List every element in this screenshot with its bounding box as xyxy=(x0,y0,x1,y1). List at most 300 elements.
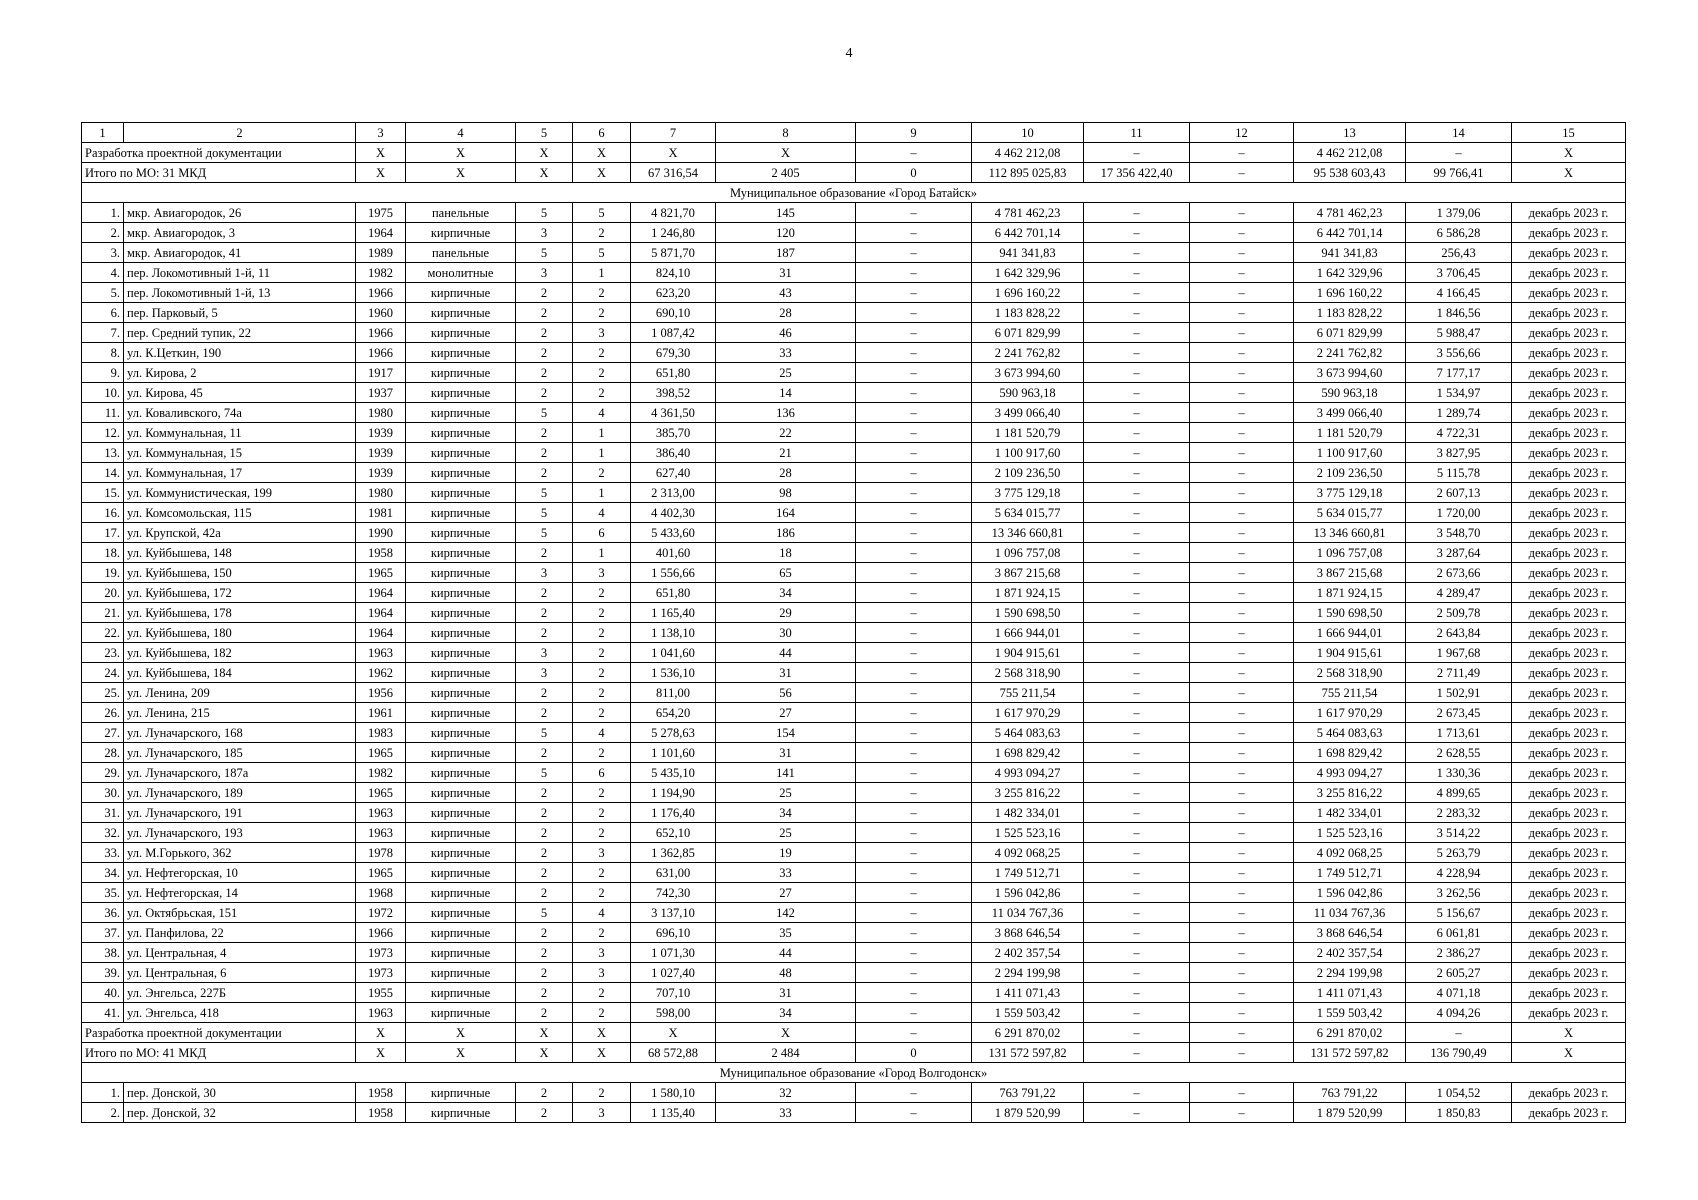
table-cell: 2. xyxy=(82,223,124,243)
table-cell: 33. xyxy=(82,843,124,863)
table-cell: 1 556,66 xyxy=(631,563,716,583)
table-row xyxy=(82,863,1626,883)
table-cell: 2 xyxy=(516,963,573,983)
table-cell: ул. Октябрьская, 151 xyxy=(124,903,356,923)
table-cell: 2 xyxy=(573,463,631,483)
table-cell: 2 673,45 xyxy=(1406,703,1512,723)
table-cell: – xyxy=(856,323,972,343)
table-cell: 386,40 xyxy=(631,443,716,463)
table-cell: 755 211,54 xyxy=(1294,683,1406,703)
table-cell: кирпичные xyxy=(406,563,516,583)
table-cell: 1 041,60 xyxy=(631,643,716,663)
table-cell: 4 289,47 xyxy=(1406,583,1512,603)
table-cell: – xyxy=(1084,743,1190,763)
table-cell: 2 711,49 xyxy=(1406,663,1512,683)
table-cell: кирпичные xyxy=(406,783,516,803)
table-cell: 164 xyxy=(716,503,856,523)
table-cell: – xyxy=(856,823,972,843)
table-cell: 6 xyxy=(573,763,631,783)
table-cell: 9. xyxy=(82,363,124,383)
table-row xyxy=(82,603,1626,623)
table-cell: 1972 xyxy=(356,903,406,923)
table-cell: 5 634 015,77 xyxy=(972,503,1084,523)
table-cell: – xyxy=(1084,1003,1190,1023)
summary-cell: X xyxy=(1512,1023,1626,1043)
table-row xyxy=(82,723,1626,743)
summary-cell: 112 895 025,83 xyxy=(972,163,1084,183)
table-cell: – xyxy=(1190,483,1294,503)
table-cell: 1 666 944,01 xyxy=(972,623,1084,643)
table-cell: 32 xyxy=(716,1083,856,1103)
table-cell: 1958 xyxy=(356,543,406,563)
summary-cell: – xyxy=(1190,1023,1294,1043)
table-cell: 27 xyxy=(716,703,856,723)
table-cell: декабрь 2023 г. xyxy=(1512,743,1626,763)
table-cell: 5 278,63 xyxy=(631,723,716,743)
table-cell: 2 xyxy=(573,283,631,303)
table-cell: – xyxy=(1084,723,1190,743)
table-cell: 1962 xyxy=(356,663,406,683)
table-cell: 1955 xyxy=(356,983,406,1003)
table-cell: ул. Нефтегорская, 14 xyxy=(124,883,356,903)
table-cell: ул. Энгельса, 418 xyxy=(124,1003,356,1023)
table-cell: 4 xyxy=(573,403,631,423)
table-cell: 2 241 762,82 xyxy=(972,343,1084,363)
column-number-header: 1 xyxy=(82,123,124,143)
table-cell: 11 034 767,36 xyxy=(1294,903,1406,923)
table-cell: 7 177,17 xyxy=(1406,363,1512,383)
table-cell: – xyxy=(1190,263,1294,283)
table-cell: декабрь 2023 г. xyxy=(1512,703,1626,723)
table-cell: – xyxy=(856,923,972,943)
table-cell: 1966 xyxy=(356,343,406,363)
table-cell: 1 379,06 xyxy=(1406,203,1512,223)
table-cell: 5 435,10 xyxy=(631,763,716,783)
summary-row xyxy=(82,1043,1626,1063)
table-cell: 1 411 071,43 xyxy=(972,983,1084,1003)
table-cell: 13 346 660,81 xyxy=(972,523,1084,543)
table-cell: 1963 xyxy=(356,1003,406,1023)
table-cell: – xyxy=(856,243,972,263)
table-cell: 2 xyxy=(516,683,573,703)
table-cell: 2 xyxy=(516,923,573,943)
summary-cell: X xyxy=(356,143,406,163)
table-cell: 1964 xyxy=(356,623,406,643)
table-cell: – xyxy=(1084,703,1190,723)
summary-cell: – xyxy=(1190,1043,1294,1063)
table-cell: 2 xyxy=(573,1003,631,1023)
summary-cell: X xyxy=(573,1043,631,1063)
table-cell: – xyxy=(1190,943,1294,963)
table-cell: 15. xyxy=(82,483,124,503)
table-cell: 3 xyxy=(573,943,631,963)
table-cell: 1 850,83 xyxy=(1406,1103,1512,1123)
table-cell: кирпичные xyxy=(406,983,516,1003)
summary-cell: X xyxy=(516,1023,573,1043)
table-cell: 1 246,80 xyxy=(631,223,716,243)
table-cell: 98 xyxy=(716,483,856,503)
table-cell: 1 642 329,96 xyxy=(972,263,1084,283)
table-cell: – xyxy=(856,883,972,903)
summary-cell: X xyxy=(406,143,516,163)
table-row xyxy=(82,423,1626,443)
table-cell: кирпичные xyxy=(406,343,516,363)
table-cell: 5 xyxy=(573,203,631,223)
table-cell: – xyxy=(1190,463,1294,483)
table-cell: 3. xyxy=(82,243,124,263)
table-cell: 31 xyxy=(716,983,856,1003)
table-cell: 1 904 915,61 xyxy=(1294,643,1406,663)
table-cell: 4 361,50 xyxy=(631,403,716,423)
table-cell: – xyxy=(1084,803,1190,823)
table-row xyxy=(82,983,1626,1003)
table-cell: – xyxy=(1084,323,1190,343)
column-number-header: 13 xyxy=(1294,123,1406,143)
table-cell: 65 xyxy=(716,563,856,583)
table-cell: 1 617 970,29 xyxy=(1294,703,1406,723)
table-cell: – xyxy=(1190,903,1294,923)
table-cell: 4 092 068,25 xyxy=(1294,843,1406,863)
table-cell: 2 xyxy=(516,1103,573,1123)
table-cell: 5 871,70 xyxy=(631,243,716,263)
table-cell: декабрь 2023 г. xyxy=(1512,1083,1626,1103)
table-cell: 1 330,36 xyxy=(1406,763,1512,783)
table-cell: – xyxy=(856,623,972,643)
table-cell: 623,20 xyxy=(631,283,716,303)
table-cell: – xyxy=(856,683,972,703)
table-cell: 401,60 xyxy=(631,543,716,563)
table-cell: ул. Комсомольская, 115 xyxy=(124,503,356,523)
table-row xyxy=(82,583,1626,603)
table-cell: 31 xyxy=(716,263,856,283)
table-cell: – xyxy=(1190,723,1294,743)
summary-cell: X xyxy=(516,163,573,183)
table-cell: – xyxy=(1190,803,1294,823)
table-cell: 3 xyxy=(516,643,573,663)
table-cell: кирпичные xyxy=(406,803,516,823)
table-cell: 941 341,83 xyxy=(1294,243,1406,263)
table-cell: 10. xyxy=(82,383,124,403)
table-cell: 811,00 xyxy=(631,683,716,703)
summary-cell: 6 291 870,02 xyxy=(1294,1023,1406,1043)
table-cell: ул. Куйбышева, 180 xyxy=(124,623,356,643)
table-cell: ул. Кирова, 45 xyxy=(124,383,356,403)
table-cell: 1 696 160,22 xyxy=(1294,283,1406,303)
table-cell: декабрь 2023 г. xyxy=(1512,683,1626,703)
table-cell: 3 xyxy=(573,1103,631,1123)
table-cell: 707,10 xyxy=(631,983,716,1003)
table-cell: 2 xyxy=(573,383,631,403)
table-cell: ул. Куйбышева, 148 xyxy=(124,543,356,563)
table-cell: 40. xyxy=(82,983,124,1003)
summary-cell: X xyxy=(573,143,631,163)
table-cell: 44 xyxy=(716,643,856,663)
table-cell: 14. xyxy=(82,463,124,483)
table-cell: 1 713,61 xyxy=(1406,723,1512,743)
table-cell: 4 xyxy=(573,503,631,523)
table-cell: 18 xyxy=(716,543,856,563)
table-cell: 142 xyxy=(716,903,856,923)
table-cell: 4 781 462,23 xyxy=(1294,203,1406,223)
table-cell: 742,30 xyxy=(631,883,716,903)
table-cell: кирпичные xyxy=(406,323,516,343)
table-cell: 2 xyxy=(573,623,631,643)
table-cell: – xyxy=(1190,883,1294,903)
table-cell: 690,10 xyxy=(631,303,716,323)
table-cell: декабрь 2023 г. xyxy=(1512,263,1626,283)
summary-cell: X xyxy=(1512,143,1626,163)
summary-cell: X xyxy=(516,1043,573,1063)
table-cell: 24. xyxy=(82,663,124,683)
table-cell: 1 362,85 xyxy=(631,843,716,863)
table-cell: 39. xyxy=(82,963,124,983)
table-cell: 1 879 520,99 xyxy=(1294,1103,1406,1123)
table-row xyxy=(82,683,1626,703)
table-cell: 4 092 068,25 xyxy=(972,843,1084,863)
table-cell: 2 xyxy=(573,363,631,383)
summary-cell: 4 462 212,08 xyxy=(972,143,1084,163)
table-cell: 2 509,78 xyxy=(1406,603,1512,623)
table-cell: 27 xyxy=(716,883,856,903)
table-cell: – xyxy=(856,703,972,723)
table-cell: 2 386,27 xyxy=(1406,943,1512,963)
table-cell: кирпичные xyxy=(406,483,516,503)
table-cell: – xyxy=(856,203,972,223)
table-cell: – xyxy=(856,1003,972,1023)
section-title-row xyxy=(82,183,1626,203)
table-cell: 2 xyxy=(516,583,573,603)
table-cell: ул. М.Горького, 362 xyxy=(124,843,356,863)
table-cell: 1 165,40 xyxy=(631,603,716,623)
table-cell: кирпичные xyxy=(406,363,516,383)
table-cell: 18. xyxy=(82,543,124,563)
table-cell: 1961 xyxy=(356,703,406,723)
table-cell: кирпичные xyxy=(406,823,516,843)
table-cell: кирпичные xyxy=(406,603,516,623)
table-cell: 1 xyxy=(573,423,631,443)
table-cell: 136 xyxy=(716,403,856,423)
table-cell: 44 xyxy=(716,943,856,963)
table-cell: 1989 xyxy=(356,243,406,263)
table-cell: – xyxy=(856,363,972,383)
table-cell: 5 634 015,77 xyxy=(1294,503,1406,523)
table-cell: – xyxy=(1084,203,1190,223)
summary-cell: X xyxy=(406,1023,516,1043)
table-cell: 31 xyxy=(716,663,856,683)
summary-cell: 136 790,49 xyxy=(1406,1043,1512,1063)
table-cell: 3 255 816,22 xyxy=(972,783,1084,803)
table-cell: – xyxy=(1190,983,1294,1003)
table-cell: – xyxy=(1084,623,1190,643)
table-cell: 1973 xyxy=(356,943,406,963)
table-cell: 5 988,47 xyxy=(1406,323,1512,343)
table-cell: 1966 xyxy=(356,283,406,303)
table-cell: 4 402,30 xyxy=(631,503,716,523)
summary-row xyxy=(82,163,1626,183)
summary-cell: – xyxy=(1084,1023,1190,1043)
table-cell: 1 904 915,61 xyxy=(972,643,1084,663)
table-cell: декабрь 2023 г. xyxy=(1512,943,1626,963)
table-cell: 1 411 071,43 xyxy=(1294,983,1406,1003)
table-cell: 1 xyxy=(573,263,631,283)
table-cell: декабрь 2023 г. xyxy=(1512,243,1626,263)
table-cell: 1 027,40 xyxy=(631,963,716,983)
table-cell: 3 499 066,40 xyxy=(1294,403,1406,423)
column-number-header: 9 xyxy=(856,123,972,143)
table-cell: 2 xyxy=(573,303,631,323)
table-cell: ул. Кирова, 2 xyxy=(124,363,356,383)
table-cell: панельные xyxy=(406,243,516,263)
table-cell: 4. xyxy=(82,263,124,283)
table-cell: – xyxy=(856,943,972,963)
table-cell: декабрь 2023 г. xyxy=(1512,763,1626,783)
table-cell: 35. xyxy=(82,883,124,903)
table-cell: ул. Коммунальная, 11 xyxy=(124,423,356,443)
table-row xyxy=(82,323,1626,343)
table-cell: 651,80 xyxy=(631,583,716,603)
table-cell: декабрь 2023 г. xyxy=(1512,903,1626,923)
table-cell: 3 775 129,18 xyxy=(1294,483,1406,503)
table-cell: 4 821,70 xyxy=(631,203,716,223)
table-cell: – xyxy=(1190,843,1294,863)
table-cell: 2 xyxy=(516,603,573,623)
table-cell: кирпичные xyxy=(406,643,516,663)
table-row xyxy=(82,743,1626,763)
column-number-header: 7 xyxy=(631,123,716,143)
table-cell: – xyxy=(1190,503,1294,523)
table-cell: – xyxy=(1190,363,1294,383)
table-cell: кирпичные xyxy=(406,923,516,943)
table-cell: декабрь 2023 г. xyxy=(1512,603,1626,623)
table-cell: 8. xyxy=(82,343,124,363)
table-cell: – xyxy=(1084,1103,1190,1123)
table-cell: ул. Куйбышева, 182 xyxy=(124,643,356,663)
table-cell: 1975 xyxy=(356,203,406,223)
summary-cell: X xyxy=(406,163,516,183)
table-cell: 1981 xyxy=(356,503,406,523)
table-row xyxy=(82,563,1626,583)
table-cell: 187 xyxy=(716,243,856,263)
table-cell: – xyxy=(1190,423,1294,443)
table-cell: – xyxy=(856,223,972,243)
table-cell: 37. xyxy=(82,923,124,943)
table-cell: 5 xyxy=(516,483,573,503)
table-cell: 2 294 199,98 xyxy=(972,963,1084,983)
table-cell: 186 xyxy=(716,523,856,543)
table-cell: кирпичные xyxy=(406,863,516,883)
section-title: Муниципальное образование «Город Батайск» xyxy=(82,183,1626,203)
table-cell: 1 871 924,15 xyxy=(972,583,1084,603)
table-cell: 1 698 829,42 xyxy=(972,743,1084,763)
table-cell: 2. xyxy=(82,1103,124,1123)
table-cell: 1982 xyxy=(356,763,406,783)
table-cell: 2 628,55 xyxy=(1406,743,1512,763)
table-cell: 2 xyxy=(516,303,573,323)
table-cell: пер. Парковый, 5 xyxy=(124,303,356,323)
table-cell: 3 868 646,54 xyxy=(972,923,1084,943)
table-cell: 3 xyxy=(573,323,631,343)
column-number-header: 10 xyxy=(972,123,1084,143)
table-row xyxy=(82,403,1626,423)
summary-row xyxy=(82,1023,1626,1043)
table-cell: кирпичные xyxy=(406,743,516,763)
table-cell: 763 791,22 xyxy=(972,1083,1084,1103)
table-cell: пер. Локомотивный 1-й, 11 xyxy=(124,263,356,283)
table-cell: – xyxy=(856,903,972,923)
table-cell: – xyxy=(1190,923,1294,943)
housing-repair-table xyxy=(81,122,1626,1123)
table-cell: декабрь 2023 г. xyxy=(1512,363,1626,383)
column-number-header: 15 xyxy=(1512,123,1626,143)
table-row xyxy=(82,443,1626,463)
table-cell: 34 xyxy=(716,803,856,823)
table-cell: декабрь 2023 г. xyxy=(1512,883,1626,903)
summary-cell: – xyxy=(1406,1023,1512,1043)
column-number-header: 2 xyxy=(124,123,356,143)
table-cell: 2 xyxy=(573,1083,631,1103)
table-cell: – xyxy=(1084,443,1190,463)
table-row xyxy=(82,963,1626,983)
table-cell: 2 xyxy=(573,683,631,703)
summary-cell: X xyxy=(573,163,631,183)
table-cell: 1 xyxy=(573,443,631,463)
table-cell: 1963 xyxy=(356,823,406,843)
table-cell: – xyxy=(856,503,972,523)
summary-cell: 68 572,88 xyxy=(631,1043,716,1063)
table-cell: – xyxy=(1084,763,1190,783)
table-cell: 5 xyxy=(516,763,573,783)
table-cell: – xyxy=(1190,763,1294,783)
table-row xyxy=(82,503,1626,523)
table-cell: – xyxy=(1084,263,1190,283)
table-cell: 1973 xyxy=(356,963,406,983)
table-cell: 38. xyxy=(82,943,124,963)
summary-cell: X xyxy=(716,1023,856,1043)
table-cell: 2 xyxy=(516,463,573,483)
table-cell: – xyxy=(856,843,972,863)
table-cell: – xyxy=(856,543,972,563)
table-cell: 34. xyxy=(82,863,124,883)
table-cell: 2 109 236,50 xyxy=(972,463,1084,483)
table-cell: – xyxy=(1084,303,1190,323)
table-cell: 6 071 829,99 xyxy=(1294,323,1406,343)
table-cell: декабрь 2023 г. xyxy=(1512,583,1626,603)
table-cell: 5 xyxy=(516,523,573,543)
table-cell: 2 xyxy=(573,603,631,623)
table-cell: – xyxy=(856,663,972,683)
table-cell: декабрь 2023 г. xyxy=(1512,343,1626,363)
table-cell: мкр. Авиагородок, 41 xyxy=(124,243,356,263)
table-cell: 1982 xyxy=(356,263,406,283)
table-cell: ул. Куйбышева, 172 xyxy=(124,583,356,603)
column-number-header: 11 xyxy=(1084,123,1190,143)
table-cell: 1980 xyxy=(356,403,406,423)
table-cell: 5 xyxy=(516,403,573,423)
table-cell: 1939 xyxy=(356,463,406,483)
table-cell: 1965 xyxy=(356,783,406,803)
table-cell: 46 xyxy=(716,323,856,343)
table-cell: – xyxy=(1190,603,1294,623)
summary-cell: X xyxy=(356,1023,406,1043)
table-cell: 2 xyxy=(573,743,631,763)
table-cell: кирпичные xyxy=(406,943,516,963)
table-row xyxy=(82,763,1626,783)
table-cell: 1 596 042,86 xyxy=(972,883,1084,903)
table-cell: – xyxy=(856,463,972,483)
table-cell: декабрь 2023 г. xyxy=(1512,1103,1626,1123)
summary-cell: 67 316,54 xyxy=(631,163,716,183)
table-cell: 256,43 xyxy=(1406,243,1512,263)
